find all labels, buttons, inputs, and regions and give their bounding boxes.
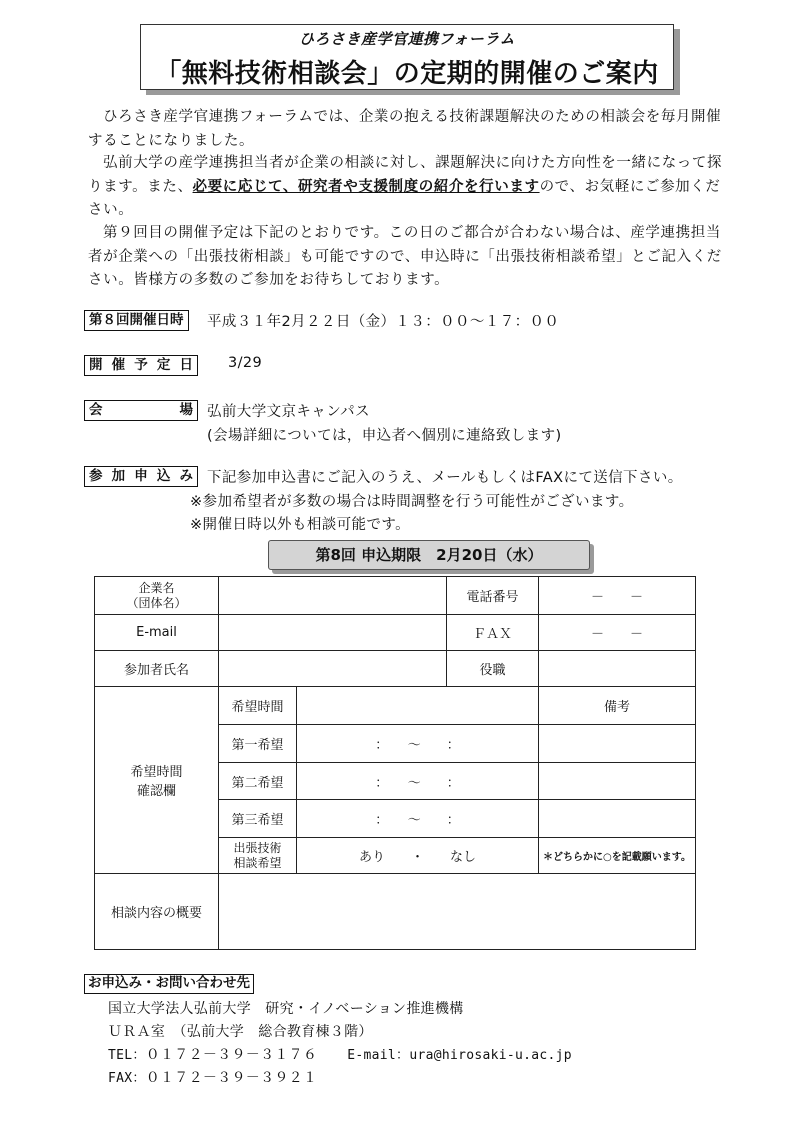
intro-paragraph-2 bbox=[88, 152, 728, 223]
apply-label-char: 加 bbox=[111, 468, 126, 484]
position-label: 役職 bbox=[447, 651, 539, 687]
participant-field[interactable] bbox=[219, 651, 447, 687]
visit-request-options[interactable]: あり ・ なし bbox=[297, 838, 539, 874]
apply-label-char: 参 bbox=[89, 468, 103, 484]
fax-field[interactable]: － － bbox=[539, 615, 696, 651]
apply-label-char: 込 bbox=[156, 468, 171, 484]
contact-tel-email bbox=[108, 1044, 572, 1064]
apply-note-2: ※開催日時以外も相談可能です。 bbox=[190, 517, 410, 533]
choice-2-label: 第二希望 bbox=[219, 763, 297, 800]
apply-label-char: み bbox=[179, 468, 193, 484]
schedule-label-char: 日 bbox=[179, 357, 193, 373]
time-section-label bbox=[95, 687, 219, 874]
choice-3-time-field[interactable]: ： ～ ： bbox=[297, 800, 539, 838]
summary-label: 相談内容の概要 bbox=[95, 874, 219, 950]
intro-paragraph-1: ひろさき産学官連携フォーラムでは、企業の抱える技術課題解決のための相談会を毎月開催することになりました。 bbox=[88, 109, 722, 149]
application-form bbox=[94, 576, 696, 950]
apply-label bbox=[84, 466, 198, 487]
time-section-line2: 確認欄 bbox=[136, 784, 176, 799]
forum-subtitle: ひろさき産学官連携フォーラム bbox=[298, 30, 516, 48]
participant-label: 参加者氏名 bbox=[95, 651, 219, 687]
contact-org: 国立大学法人弘前大学 研究・イノベーション推進機構 bbox=[108, 1001, 464, 1017]
schedule-label bbox=[84, 355, 198, 376]
email-label-contact: E-mail： bbox=[347, 1048, 410, 1063]
schedule-value: 3/29 bbox=[228, 355, 263, 371]
date-value: 平成３１年2月２２日（金）１３：００～１７：００ bbox=[207, 314, 560, 330]
intro-emphasis: 必要に応じて、研究者や支援制度の紹介を行います bbox=[192, 178, 540, 195]
intro-paragraph-3: 第９回目の開催予定は下記のとおりです。この日のご都合が合わない場合は、産学連携担当者が企業への「出張技術相談」も可能ですので、申込時に「出張技術相談希望」とご記入ください。皆様方の多数のご参加をお待ちしております。 bbox=[88, 225, 722, 288]
remarks-header: 備考 bbox=[539, 687, 696, 725]
visit-label-line1: 出張技術 bbox=[233, 840, 282, 855]
choice-1-remarks-field[interactable] bbox=[539, 725, 696, 763]
venue-label-char: 会 bbox=[89, 402, 103, 418]
tel-number: ０１７２－３９－３１７６ bbox=[145, 1047, 318, 1063]
company-label-line2: （団体名） bbox=[126, 595, 187, 610]
date-label: 第８回開催日時 bbox=[84, 310, 189, 331]
venue-note: (会場詳細については，申込者へ個別に連絡致します) bbox=[207, 428, 562, 444]
phone-label: 電話番号 bbox=[447, 577, 539, 615]
fax-label-contact: FAX： bbox=[108, 1071, 146, 1086]
contact-heading: お申込み・お問い合わせ先 bbox=[84, 974, 254, 994]
time-header: 希望時間 bbox=[219, 687, 297, 725]
choice-1-label: 第一希望 bbox=[219, 725, 297, 763]
deadline-banner: 第8回 申込期限 2月20日（水） bbox=[268, 540, 590, 570]
intro-paragraph-2-text-c: ので、お気軽にご参加ください。 bbox=[88, 178, 721, 218]
schedule-label-char: 定 bbox=[156, 357, 171, 373]
schedule-label-char: 開 bbox=[89, 357, 103, 373]
venue-value: 弘前大学文京キャンパス bbox=[207, 404, 370, 420]
apply-note-1: ※参加希望者が多数の場合は時間調整を行う可能性がございます。 bbox=[190, 494, 634, 510]
email-field[interactable] bbox=[219, 615, 447, 651]
visit-label-line2: 相談希望 bbox=[233, 855, 282, 870]
choice-2-remarks-field[interactable] bbox=[539, 763, 696, 800]
contact-office: ＵＲＡ室 （弘前大学 総合教育棟３階） bbox=[108, 1024, 373, 1040]
visit-request-label bbox=[219, 838, 297, 874]
venue-label-char: 場 bbox=[179, 402, 193, 418]
apply-instructions: 下記参加申込書にご記入のうえ、メールもしくはFAXにて送信下さい。 bbox=[207, 470, 683, 486]
schedule-label-char: 催 bbox=[111, 357, 126, 373]
schedule-label-char: 予 bbox=[134, 357, 148, 373]
fax-number: ０１７２－３９－３９２１ bbox=[145, 1070, 318, 1086]
company-label bbox=[95, 577, 219, 615]
choice-2-time-field[interactable]: ： ～ ： bbox=[297, 763, 539, 800]
intro-paragraph-2-text-a: 弘前大学の産学連携担当者が企業の相談に対し、課題解決に向けた方向性を一緒になって探ります。また、 bbox=[88, 155, 723, 195]
summary-field[interactable] bbox=[219, 874, 696, 950]
visit-request-note: ＊どちらかに○を記載願います。 bbox=[539, 838, 696, 874]
company-label-line1: 企業名 bbox=[138, 580, 175, 595]
email-label: E-mail bbox=[95, 615, 219, 651]
email-address[interactable]: ura@hirosaki-u.ac.jp bbox=[409, 1048, 572, 1063]
page-title: 「無料技術相談会」の定期的開催のご案内 bbox=[155, 59, 659, 89]
contact-fax bbox=[108, 1067, 317, 1087]
venue-label bbox=[84, 400, 198, 421]
choice-3-label: 第三希望 bbox=[219, 800, 297, 838]
apply-label-char: 申 bbox=[134, 468, 148, 484]
choice-3-remarks-field[interactable] bbox=[539, 800, 696, 838]
phone-field[interactable]: － － bbox=[539, 577, 696, 615]
fax-label: ＦＡＸ bbox=[447, 615, 539, 651]
time-header-blank bbox=[297, 687, 539, 725]
time-section-line1: 希望時間 bbox=[130, 765, 183, 780]
title-box bbox=[140, 24, 674, 90]
position-field[interactable] bbox=[539, 651, 696, 687]
company-field[interactable] bbox=[219, 577, 447, 615]
choice-1-time-field[interactable]: ： ～ ： bbox=[297, 725, 539, 763]
tel-label: TEL： bbox=[108, 1048, 146, 1063]
